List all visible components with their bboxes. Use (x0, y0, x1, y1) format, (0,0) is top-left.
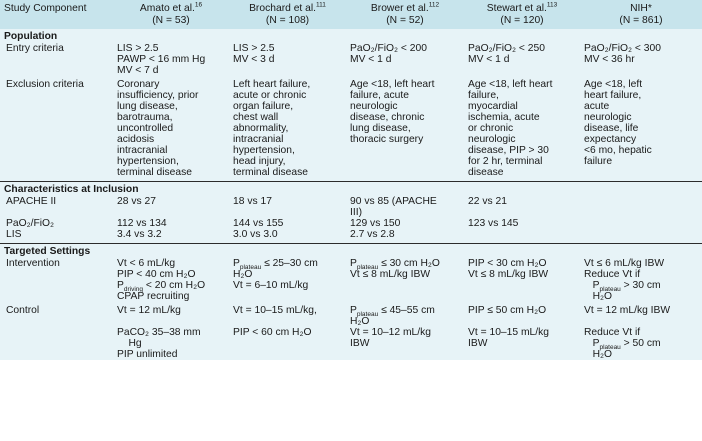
line: PIP < 60 cm H₂O (233, 327, 312, 338)
line: P (117, 280, 124, 291)
cell-amato: 112 vs 134 (117, 218, 167, 229)
subscript: plateau (239, 264, 262, 272)
line: Hg (128, 338, 142, 349)
line: III) (350, 207, 363, 218)
line: myocardial (468, 101, 518, 112)
line: expectancy (584, 134, 637, 145)
cell-nih (580, 196, 702, 218)
cell-stewart (464, 305, 580, 360)
line: neurologic (468, 134, 516, 145)
section-title: Population (4, 31, 58, 42)
line: neurologic (584, 112, 632, 123)
line: acute (584, 101, 610, 112)
row-label: Entry criteria (6, 43, 64, 54)
line: uncontrolled (117, 123, 174, 134)
cell-brochard: 18 vs 17 (233, 196, 272, 207)
line: thoracic surgery (350, 134, 424, 145)
line: disease (468, 167, 504, 178)
header-nih (580, 0, 702, 29)
section-targeted-settings (0, 244, 702, 259)
line: MV < 36 hr (584, 54, 635, 65)
cell-brochard: 3.0 vs 3.0 (233, 229, 278, 240)
line: Vt < 6 mL/kg (117, 258, 176, 269)
row-label: APACHE II (6, 196, 57, 207)
cell-brochard (229, 258, 346, 305)
study-n: (N = 108) (265, 15, 310, 26)
line: > 30 cm (620, 280, 661, 291)
line: Vt = 12 mL/kg (117, 305, 181, 316)
cell-brower: 2.7 vs 2.8 (350, 229, 395, 240)
cell-nih (580, 43, 702, 79)
cell-stewart: 22 vs 21 (468, 196, 507, 207)
header-stewart (464, 0, 580, 29)
cell-stewart (464, 229, 580, 244)
cell-nih (580, 229, 702, 244)
cell-nih (580, 218, 702, 229)
line: ≤ 30 cm H₂O (378, 258, 440, 269)
line: PaO₂/FiO₂ < 200 (350, 43, 427, 54)
row-label: LIS (6, 229, 22, 240)
cell-nih (580, 305, 702, 360)
line: Reduce Vt if (584, 327, 641, 338)
line: for 2 hr, terminal (468, 156, 543, 167)
cell-brochard (229, 305, 346, 360)
study-n: (N = 52) (386, 15, 424, 26)
line: PaO₂/FiO₂ < 250 (468, 43, 545, 54)
line: Vt = 6–10 mL/kg (233, 280, 309, 291)
cell-amato (113, 305, 229, 360)
study-name: Amato et al. (139, 3, 195, 14)
line: lung disease, (117, 101, 178, 112)
line: terminal disease (117, 167, 192, 178)
line: acute or chronic (233, 90, 307, 101)
line: insufficiency, prior (117, 90, 199, 101)
line: PIP ≤ 50 cm H₂O (468, 305, 547, 316)
study-n: (N = 53) (152, 15, 190, 26)
line: MV < 3 d (233, 54, 275, 65)
line: Vt ≤ 8 mL/kg IBW (350, 269, 431, 280)
line: PaO₂/FiO₂ < 300 (584, 43, 661, 54)
subscript: plateau (599, 286, 621, 294)
section-title: Characteristics at Inclusion (0, 182, 702, 197)
header-study-label: Study Component (4, 3, 87, 14)
line: failure (584, 156, 613, 167)
line: P (592, 280, 600, 291)
line: P (233, 258, 240, 269)
line: disease, life (584, 123, 639, 134)
line: disease, chronic (350, 112, 425, 123)
cell-brochard: 144 vs 155 (233, 218, 284, 229)
cell-brower (346, 43, 464, 79)
line: MV < 1 d (468, 54, 510, 65)
subscript: plateau (599, 344, 621, 352)
row-exclusion-criteria (0, 79, 702, 182)
study-ref: 112 (428, 1, 440, 9)
cell-amato (113, 79, 229, 182)
line: P (350, 258, 357, 269)
study-name: Brower et al. (370, 3, 429, 14)
cell-brower: 129 vs 150 (350, 218, 401, 229)
header-brochard (229, 0, 346, 29)
line: H₂O (350, 316, 370, 327)
line: abnormality, (233, 123, 289, 134)
study-n: (N = 120) (500, 15, 544, 26)
line: Reduce Vt if (584, 269, 641, 280)
header-amato (113, 0, 229, 29)
cell-nih (580, 79, 702, 182)
line: failure, acute (350, 90, 409, 101)
row-label: Intervention (6, 258, 60, 269)
row-pao2-fio2 (0, 218, 702, 229)
row-label: Control (6, 305, 40, 316)
section-population (0, 29, 702, 43)
cell-stewart: 123 vs 145 (468, 218, 519, 229)
line: Age <18, left (584, 79, 643, 90)
row-lis (0, 229, 702, 244)
line: intracranial (117, 145, 168, 156)
line: PAWP < 16 mm Hg (117, 54, 206, 65)
header-row (0, 0, 702, 29)
row-apache (0, 196, 702, 218)
line: Age <18, left heart (350, 79, 435, 90)
line: intracranial (233, 134, 284, 145)
row-intervention (0, 258, 702, 305)
header-brower (346, 0, 464, 29)
line: heart failure, (584, 90, 642, 101)
cell-amato: 3.4 vs 3.2 (117, 229, 162, 240)
line: Coronary (117, 79, 160, 90)
line: LIS > 2.5 (233, 43, 275, 54)
line: PaCO₂ 35–38 mm (117, 327, 201, 338)
line: IBW (350, 338, 370, 349)
cell-amato: 28 vs 27 (117, 196, 156, 207)
study-ref: 111 (316, 1, 326, 9)
cell-stewart (464, 79, 580, 182)
line: H₂O (233, 269, 253, 280)
line: < 20 cm H₂O (143, 280, 206, 291)
line: acidosis (117, 134, 155, 145)
line: LIS > 2.5 (117, 43, 159, 54)
line: disease, PIP > 30 (468, 145, 549, 156)
line: Vt = 12 mL/kg IBW (584, 305, 671, 316)
line: > 50 cm (620, 338, 661, 349)
line: H₂O (592, 349, 613, 360)
cell-brochard (229, 79, 346, 182)
line: MV < 7 d (117, 65, 159, 76)
subscript: driving (123, 286, 144, 294)
line: IBW (468, 338, 488, 349)
line: lung disease, (350, 123, 411, 134)
cell-nih (580, 258, 702, 305)
cell-brower (346, 79, 464, 182)
line: H₂O (592, 291, 613, 302)
cell-amato (113, 258, 229, 305)
line: PIP < 30 cm H₂O (468, 258, 547, 269)
line: Vt ≤ 8 mL/kg IBW (468, 269, 549, 280)
subscript: plateau (356, 311, 379, 319)
line: head injury, (233, 156, 286, 167)
line: neurologic (350, 101, 398, 112)
line: Vt = 10–15 mL/kg, (233, 305, 317, 316)
row-label: Exclusion criteria (6, 79, 84, 90)
line: failure, (468, 90, 499, 101)
study-ref: 16 (194, 1, 203, 9)
cell-brower (346, 196, 464, 218)
line: Age <18, left heart (468, 79, 553, 90)
row-entry-criteria (0, 43, 702, 79)
line: hypertension, (233, 145, 295, 156)
line: CPAP recruiting (117, 291, 190, 302)
line: or chronic (468, 123, 514, 134)
line: Vt ≤ 6 mL/kg IBW (584, 258, 665, 269)
header-study-component (0, 0, 113, 29)
section-title: Targeted Settings (0, 244, 702, 259)
line: P (350, 305, 357, 316)
line: MV < 1 d (350, 54, 392, 65)
line: ≤ 25–30 cm (261, 258, 318, 269)
section-characteristics (0, 182, 702, 197)
study-name: Brochard et al. (249, 3, 317, 14)
line: terminal disease (233, 167, 308, 178)
study-ref: 113 (546, 1, 558, 9)
row-control (0, 305, 702, 360)
study-name: Stewart et al. (486, 3, 547, 14)
cell-brower (346, 258, 464, 305)
cell-stewart (464, 43, 580, 79)
line: Vt = 10–15 mL/kg (468, 327, 549, 338)
row-label: PaO₂/FiO₂ (6, 218, 55, 229)
line: Left heart failure, (233, 79, 311, 90)
line: ischemia, acute (468, 112, 540, 123)
line: ≤ 45–55 cm (378, 305, 435, 316)
cell-stewart (464, 258, 580, 305)
line: chest wall (233, 112, 279, 123)
cell-amato (113, 43, 229, 79)
study-name: NIH* (630, 3, 652, 14)
study-n: (N = 861) (619, 15, 663, 26)
line: Vt = 10–12 mL/kg (350, 327, 431, 338)
cell-brochard (229, 43, 346, 79)
line: PIP < 40 cm H₂O (117, 269, 196, 280)
line: P (592, 338, 600, 349)
line: barotrauma, (117, 112, 173, 123)
line: 90 vs 85 (APACHE (350, 196, 437, 207)
line: <6 mo, hepatic (584, 145, 652, 156)
line: hypertension, (117, 156, 179, 167)
line: PIP unlimited (117, 349, 178, 360)
line: organ failure, (233, 101, 294, 112)
cell-brower (346, 305, 464, 360)
subscript: plateau (356, 264, 379, 272)
